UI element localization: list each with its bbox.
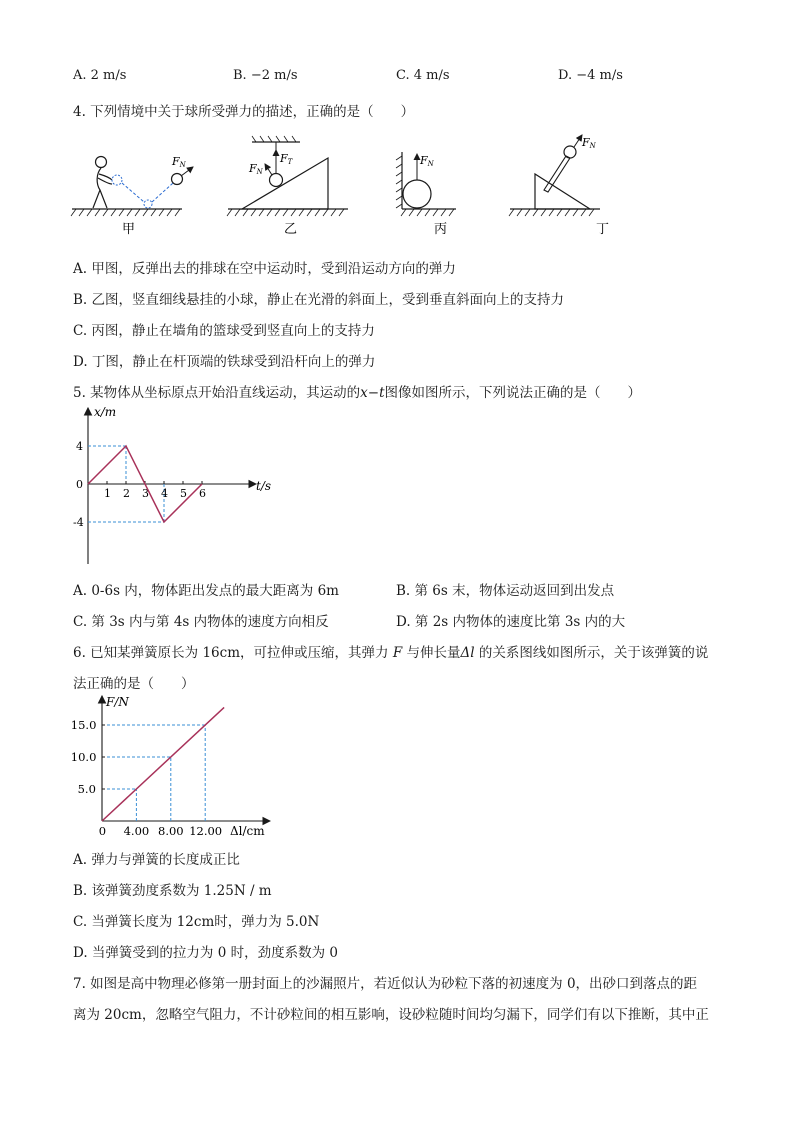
- fdl-y-tick-label: 5.0: [77, 782, 96, 796]
- q7-line2: 离为 20cm，忽略空气阻力，不计砂粒间的相互影响，设砂粒随时间均匀漏下，同学们有以下推断，其中正: [73, 1007, 709, 1023]
- q5-option-b: B. 第 6s 末，物体运动返回到出发点: [396, 583, 615, 599]
- q6-var-f: F: [392, 645, 403, 661]
- bing-fn-label: FN: [420, 154, 434, 168]
- fdl-xlabel: Δl/cm: [230, 824, 265, 838]
- f-dl-chart: [62, 690, 282, 840]
- q4-stem: 4. 下列情境中关于球所受弹力的描述，正确的是（ ）: [73, 104, 415, 120]
- xt-y-tick-label: 0: [76, 478, 83, 491]
- q4-figure: [60, 132, 620, 240]
- fdl-x-tick-label: 0: [98, 824, 107, 838]
- fdl-x-tick-label: 12.00: [189, 824, 223, 838]
- ding-fn-label: FN: [582, 136, 596, 150]
- figure-bing: [396, 152, 456, 216]
- q6-var-dl: Δl: [460, 645, 475, 661]
- q4-option-a: A. 甲图，反弹出去的排球在空中运动时，受到沿运动方向的弹力: [73, 261, 456, 277]
- fdl-x-tick-label: 8.00: [158, 824, 184, 838]
- fdl-y-tick-label: 10.0: [70, 750, 97, 764]
- xt-ylabel: x/m: [94, 405, 117, 419]
- fig-label-yi: 乙: [284, 222, 298, 237]
- q4-option-b: B. 乙图，竖直细线悬挂的小球，静止在光滑的斜面上，受到垂直斜面向上的支持力: [73, 292, 565, 308]
- xt-x-tick-label: 4: [161, 487, 168, 500]
- xt-x-tick-label: 6: [199, 487, 206, 500]
- q5-stem: [73, 381, 641, 401]
- fdl-y-tick-label: 15.0: [70, 718, 97, 732]
- xt-xlabel: t/s: [256, 479, 272, 493]
- xt-chart: [60, 402, 280, 572]
- q3-option-a: A. 2 m/s: [73, 68, 127, 83]
- q5-option-d: D. 第 2s 内物体的速度比第 3s 内的大: [396, 614, 626, 630]
- q5-stem-pre: 5. 某物体从坐标原点开始沿直线运动，其运动的: [73, 385, 361, 401]
- q3-option-b: B. −2 m/s: [233, 68, 298, 83]
- q6-option-c: C. 当弹簧长度为 12cm时，弹力为 5.0N: [73, 914, 320, 930]
- q7-line1: 7. 如图是高中物理必修第一册封面上的沙漏照片，若近似认为砂粒下落的初速度为 0，出砂口到落点的距: [73, 976, 698, 992]
- jia-fn-label: FN: [172, 155, 186, 169]
- q6-stem-pre: 6. 已知某弹簧原长为 16cm，可拉伸或压缩，其弹力: [73, 645, 389, 661]
- q3-option-c: C. 4 m/s: [396, 68, 450, 83]
- q6-option-a: A. 弹力与弹簧的长度成正比: [73, 852, 240, 868]
- figure-yi: [227, 136, 348, 216]
- xt-y-tick-label: -4: [73, 516, 84, 529]
- fdl-series-line: [102, 707, 224, 821]
- q6-option-d: D. 当弹簧受到的拉力为 0 时，劲度系数为 0: [73, 945, 338, 961]
- xt-x-tick-label: 5: [180, 487, 187, 500]
- q6-stem-mid: 与伸长量: [406, 645, 461, 661]
- fig-label-ding: 丁: [596, 222, 610, 237]
- fig-label-bing: 丙: [434, 222, 448, 237]
- q3-option-d: D. −4 m/s: [558, 68, 623, 83]
- q5-option-a: A. 0-6s 内，物体距出发点的最大距离为 6m: [73, 583, 339, 599]
- q6-stem-line1: [73, 641, 708, 661]
- fdl-ylabel: F/N: [106, 695, 129, 709]
- q6-option-b: B. 该弹簧劲度系数为 1.25N / m: [73, 883, 272, 899]
- xt-y-tick-label: 4: [76, 440, 83, 453]
- q5-option-c: C. 第 3s 内与第 4s 内物体的速度方向相反: [73, 614, 329, 630]
- q6-stem-line2: 法正确的是（ ）: [73, 676, 195, 692]
- figure-ding: [509, 135, 600, 216]
- q6-stem-post: 的关系图线如图所示，关于该弹簧的说: [478, 645, 709, 661]
- xt-x-tick-label: 1: [104, 487, 111, 500]
- q4-option-d: D. 丁图，静止在杆顶端的铁球受到沿杆向上的弹力: [73, 354, 376, 370]
- xt-x-tick-label: 3: [142, 487, 149, 500]
- fig-label-jia: 甲: [122, 222, 136, 237]
- q5-stem-post: 图像如图所示，下列说法正确的是（ ）: [384, 385, 642, 401]
- figure-jia: [71, 155, 193, 216]
- fdl-x-tick-label: 4.00: [123, 824, 150, 838]
- yi-fn-label: FN: [249, 162, 263, 176]
- yi-ft-label: FT: [280, 152, 293, 166]
- q4-option-c: C. 丙图，静止在墙角的篮球受到竖直向上的支持力: [73, 323, 375, 339]
- q5-stem-var: x−t: [360, 385, 385, 401]
- xt-x-tick-label: 2: [123, 487, 130, 500]
